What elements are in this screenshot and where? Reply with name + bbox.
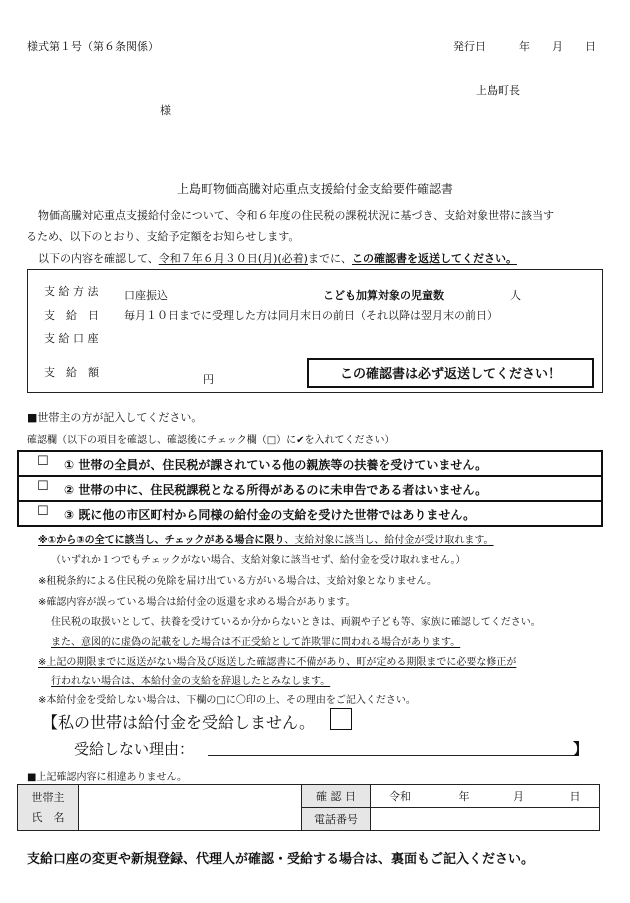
phone-label: 電話番号	[302, 808, 371, 831]
check-item-3-number: ③	[64, 508, 75, 522]
note-7: ※上記の期限までに返送がない場合及び返送した確認書に不備があり、町が定める期限までに必要な修正が	[38, 657, 517, 668]
check-item-1-number: ①	[64, 458, 75, 472]
check-item-1-label: 世帯の全員が、住民税が課されている他の親族等の扶養を受けていません。	[78, 458, 488, 472]
check-item-2-box[interactable]: ☐	[37, 479, 49, 494]
phone-field[interactable]	[371, 808, 600, 831]
payment-method-value: 口座振込	[124, 289, 168, 302]
check-item-2-label: 世帯の中に、住民税課税となる所得があるのに未申告である者はいません。	[78, 483, 488, 497]
intro-line-3	[38, 250, 517, 266]
addressee-suffix: 様	[160, 104, 171, 117]
decline-checkbox[interactable]	[330, 708, 352, 730]
note-1-bold: ※①から③の全てに該当し、チェックがある場合に限り	[38, 535, 285, 546]
issue-date: 発行日 年 月 日	[453, 40, 596, 53]
confirmation-table	[17, 784, 600, 831]
note-1-rest: 、支給対象に該当し、給付金が受け取れます。	[284, 535, 494, 546]
decline-close-bracket: 】	[573, 740, 589, 758]
decline-reason-field[interactable]	[208, 754, 574, 756]
return-request: この確認書を返送してください。	[351, 252, 517, 265]
return-notice: この確認書は必ず返送してください！	[339, 367, 561, 382]
form-number: 様式第１号（第６条関係）	[27, 40, 159, 53]
decline-reason-label: 受給しない理由：	[74, 740, 195, 758]
intro-line-1: 物価高騰対応重点支援給付金について、令和６年度の住民税の課税状況に基づき、支給対象世帯に該当す	[38, 209, 555, 222]
check-item-3-label: 既に他の市区町村から同様の給付金の支給を受けた世帯ではありません。	[78, 508, 476, 522]
document-title: 上島町物価高騰対応重点支援給付金支給要件確認書	[176, 182, 453, 196]
note-5: 住民税の取扱いとして、扶養を受けているか分からないときは、両親や子ども等、家族に確認してください。	[51, 617, 541, 628]
note-4: ※確認内容が誤っている場合は給付金の返還を求める場合があります。	[38, 597, 356, 608]
confirm-heading: ■上記確認内容に相違ありません。	[27, 772, 188, 783]
note-8: 行われない場合は、本給付金の支給を辞退したとみなします。	[51, 676, 331, 687]
intro-line-3-a: 以下の内容を確認して、	[38, 252, 159, 265]
confirm-date-label: 確 認 日	[302, 785, 371, 808]
check-instruction: 確認欄（以下の項目を確認し、確認後にチェック欄（□）に✔を入れてください）	[27, 435, 395, 446]
head-label-line-2: 氏 名	[31, 810, 65, 824]
household-heading: ■世帯主の方が記入してください。	[27, 411, 203, 424]
date-era: 令和	[389, 790, 411, 803]
date-day: 日	[569, 790, 581, 803]
date-month: 月	[513, 790, 524, 803]
note-6: また、意図的に虚偽の記載をした場合は不正受給として詐欺罪に問われる場合があります。	[51, 637, 461, 648]
head-label-line-1: 世帯主	[31, 790, 65, 804]
payment-account-label: 支 給 口 座	[44, 332, 99, 345]
note-9: ※本給付金を受給しない場合は、下欄の□に〇印の上、その理由をご記入ください。	[38, 695, 416, 706]
head-name-label-cell	[18, 785, 79, 831]
date-year: 年	[458, 790, 470, 803]
child-count-label: こども加算対象の児童数	[323, 289, 444, 302]
check-item-3-text	[64, 506, 475, 523]
check-item-3-box[interactable]: ☐	[37, 504, 49, 519]
note-3: ※租税条約による住民税の免除を届け出ている方がいる場合は、支給対象となりません。	[38, 576, 437, 587]
decline-statement: 【私の世帯は給付金を受給しません。	[42, 713, 315, 732]
payment-date-value: 毎月１０日までに受理した方は同月末日の前日（それ以降は翌月末の前日）	[124, 309, 498, 322]
check-item-1-text	[64, 456, 487, 473]
payment-method-label: 支 給 方 法	[44, 285, 99, 298]
mayor-label: 上島町長	[476, 84, 520, 97]
note-1	[38, 531, 494, 546]
footer-note: 支給口座の変更や新規登録、代理人が確認・受給する場合は、裏面もご記入ください。	[27, 852, 535, 867]
intro-line-3-b: までに、	[307, 252, 352, 265]
head-name-field[interactable]	[79, 785, 302, 831]
confirm-date-field[interactable]	[371, 785, 600, 808]
child-count-unit: 人	[510, 289, 521, 302]
check-item-1-box[interactable]: ☐	[37, 454, 49, 469]
payment-amount-label: 支 給 額	[44, 366, 99, 379]
intro-line-2: るため、以下のとおり、支給予定額をお知らせします。	[26, 230, 300, 243]
check-item-2-number: ②	[64, 483, 75, 497]
note-2: （いずれか１つでもチェックがない場合、支給対象に該当せず、給付金を受け取れません。）	[51, 555, 466, 566]
payment-amount-unit: 円	[203, 373, 214, 386]
payment-date-label: 支 給 日	[44, 309, 99, 322]
return-deadline: 令和７年６月３０日(月)(必着)	[158, 252, 308, 265]
check-item-2-text	[64, 481, 487, 498]
